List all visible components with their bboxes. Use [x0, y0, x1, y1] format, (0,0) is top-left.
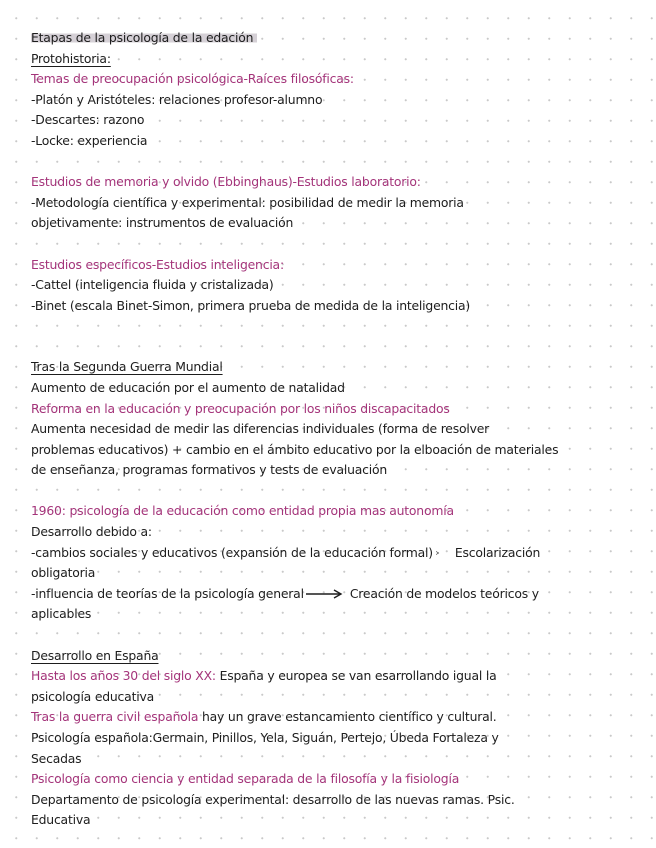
espana-hasta-cont: psicología educativa — [31, 688, 154, 704]
temas-item-platon: -Platón y Aristóteles: relaciones profesor-alumno — [31, 91, 323, 107]
espana-nombres: Psicología española:Germain, Pinillos, Yela, Siguán, Pertejo, Úbeda Fortaleza y — [31, 730, 499, 745]
arrow-right-icon — [435, 548, 449, 558]
s1960-influencia-text: -influencia de teorías de la psicología general — [31, 585, 304, 601]
posguerra-line-1: Aumento de educación por el aumento de natalidad — [31, 379, 345, 395]
notes-page — [31, 28, 643, 831]
spacer — [31, 625, 643, 646]
s1960-influencia-result: Creación de modelos teóricos y — [349, 585, 539, 601]
posguerra-line-4: de enseñanza, programas formativos y tests de evaluación — [31, 462, 388, 478]
memoria-heading: Estudios de memoria y olvido (Ebbinghaus)-Estudios laboratorio: — [31, 174, 421, 190]
s1960-cambios-result: Escolarización — [454, 544, 541, 560]
s1960-cambios-line — [31, 543, 643, 564]
espana-nombres-cont: Secadas — [31, 750, 82, 766]
title-line — [31, 28, 643, 49]
espana-heading-line — [31, 646, 643, 667]
posguerra-line-2: Aumenta necesidad de medir las diferencias individuales (forma de resolver — [31, 421, 490, 437]
temas-item-descartes: -Descartes: razono — [31, 112, 145, 128]
espana-ciencia: Psicología como ciencia y entidad separada de la filosofía y la fisiología — [31, 771, 460, 787]
s1960-line-1: Desarrollo debido a: — [31, 524, 152, 540]
temas-item-locke: -Locke: experiencia — [31, 132, 148, 148]
inteligencia-item-cattel: -Cattel (inteligencia fluida y cristalizada) — [31, 277, 274, 293]
spacer — [31, 481, 643, 502]
memoria-line-1: -Metodología científica y experimental: posibilidad de medir la memoria — [31, 194, 464, 210]
espana-hasta-text: España y europea se van esarrollando igual la — [215, 668, 497, 684]
protohistoria-heading: Protohistoria: — [31, 50, 111, 66]
espana-guerra-text: hay un grave estancamiento científico y cultural. — [198, 709, 497, 725]
spacer — [31, 234, 643, 255]
inteligencia-item-binet: -Binet (escala Binet-Simon, primera prueba de medida de la inteligencia) — [31, 297, 471, 313]
posguerra-heading: Tras la Segunda Guerra Mundial — [31, 359, 223, 375]
memoria-line-2: objetivamente: instrumentos de evaluación — [31, 215, 294, 231]
espana-hasta-line — [31, 666, 643, 687]
temas-heading: Temas de preocupación psicológica-Raíces filosóficas: — [31, 71, 354, 87]
posguerra-reforma: Reforma en la educación y preocupación por los niños discapacitados — [31, 400, 450, 416]
page-title: Etapas de la psicología de la edación — [31, 30, 257, 45]
s1960-heading: 1960: psicología de la educación como entidad propia mas autonomía — [31, 503, 454, 519]
s1960-cambios-text: -cambios sociales y educativos (expansión de la educación formal) — [31, 544, 433, 560]
posguerra-heading-line — [31, 357, 643, 378]
espana-hasta-label: Hasta los años 30 del siglo XX: — [31, 668, 216, 684]
spacer — [31, 316, 643, 357]
s1960-influencia-cont: aplicables — [31, 606, 92, 622]
s1960-influencia-line — [31, 584, 643, 605]
espana-guerra-label: Tras la guerra civil española — [31, 709, 199, 725]
espana-depto-cont: Educativa — [31, 812, 91, 828]
espana-heading: Desarrollo en España — [31, 647, 159, 663]
espana-guerra-line — [31, 707, 643, 728]
arrow-right-icon — [306, 589, 344, 599]
posguerra-line-3: problemas educativos) + cambio en el ámbito educativo por la elboación de materiales — [31, 441, 559, 457]
spacer — [31, 152, 643, 173]
protohistoria-heading-line — [31, 49, 643, 70]
espana-depto: Departamento de psicología experimental: desarrollo de las nuevas ramas. Psic. — [31, 791, 515, 807]
inteligencia-heading: Estudios específicos-Estudios inteligencia: — [31, 256, 284, 272]
s1960-cambios-cont: obligatoria — [31, 565, 96, 581]
